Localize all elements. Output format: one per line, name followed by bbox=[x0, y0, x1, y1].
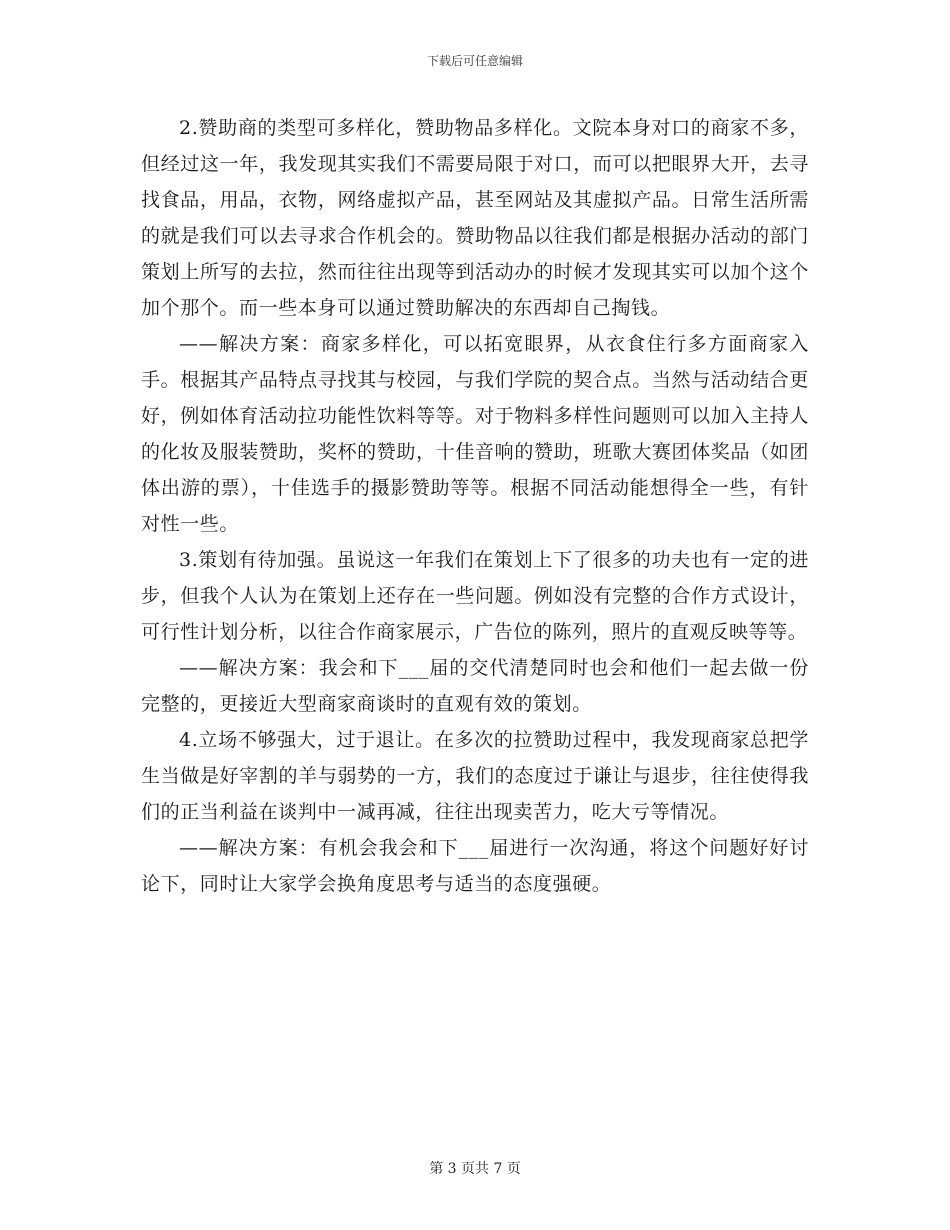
document-body bbox=[141, 110, 809, 902]
paragraph-solution-diversify: ——解决方案：商家多样化，可以拓宽眼界，从衣食住行多方面商家入手。根据其产品特点寻找其与校园，与我们学院的契合点。当然与活动结合更好，例如体育活动拉功能性饮料等等。对于物料多样性问题则可以加入主持人的化妆及服装赞助，奖杯的赞助，十佳音响的赞助，班歌大赛团体奖品（如团体出游的票），十佳选手的摄影赞助等等。根据不同活动能想得全一些，有针对性一些。 bbox=[141, 333, 809, 535]
paragraph-stance: 4.立场不够强大，过于退让。在多次的拉赞助过程中，我发现商家总把学生当做是好宰割的羊与弱势的一方，我们的态度过于谦让与退步，往往使得我们的正当利益在谈判中一减再减，往往出现卖苦力，吃大亏等情况。 bbox=[141, 729, 809, 823]
page-header: 下载后可任意编辑 bbox=[426, 54, 523, 68]
paragraph-solution-planning: ——解决方案：我会和下___届的交代清楚同时也会和他们一起去做一份完整的，更接近大型商家商谈时的直观有效的策划。 bbox=[141, 657, 809, 715]
paragraph-planning: 3.策划有待加强。虽说这一年我们在策划上下了很多的功夫也有一定的进步，但我个人认为在策划上还存在一些问题。例如没有完整的合作方式设计，可行性计划分析，以往合作商家展示，广告位的陈列，照片的直观反映等等。 bbox=[141, 549, 809, 643]
page-footer: 第 3 页共 7 页 bbox=[429, 1161, 521, 1177]
paragraph-solution-stance: ——解决方案：有机会我会和下___届进行一次沟通，将这个问题好好讨论下，同时让大家学会换角度思考与适当的态度强硬。 bbox=[141, 837, 809, 895]
paragraph-sponsor-types: 2.赞助商的类型可多样化，赞助物品多样化。文院本身对口的商家不多，但经过这一年，我发现其实我们不需要局限于对口，而可以把眼界大开，去寻找食品，用品，衣物，网络虚拟产品，甚至网站及其虚拟产品。日常生活所需的就是我们可以去寻求合作机会的。赞助物品以往我们都是根据办活动的部门策划上所写的去拉，然而往往出现等到活动办的时候才发现其实可以加个这个加个那个。而一些本身可以通过赞助解决的东西却自己掏钱。 bbox=[141, 117, 809, 319]
